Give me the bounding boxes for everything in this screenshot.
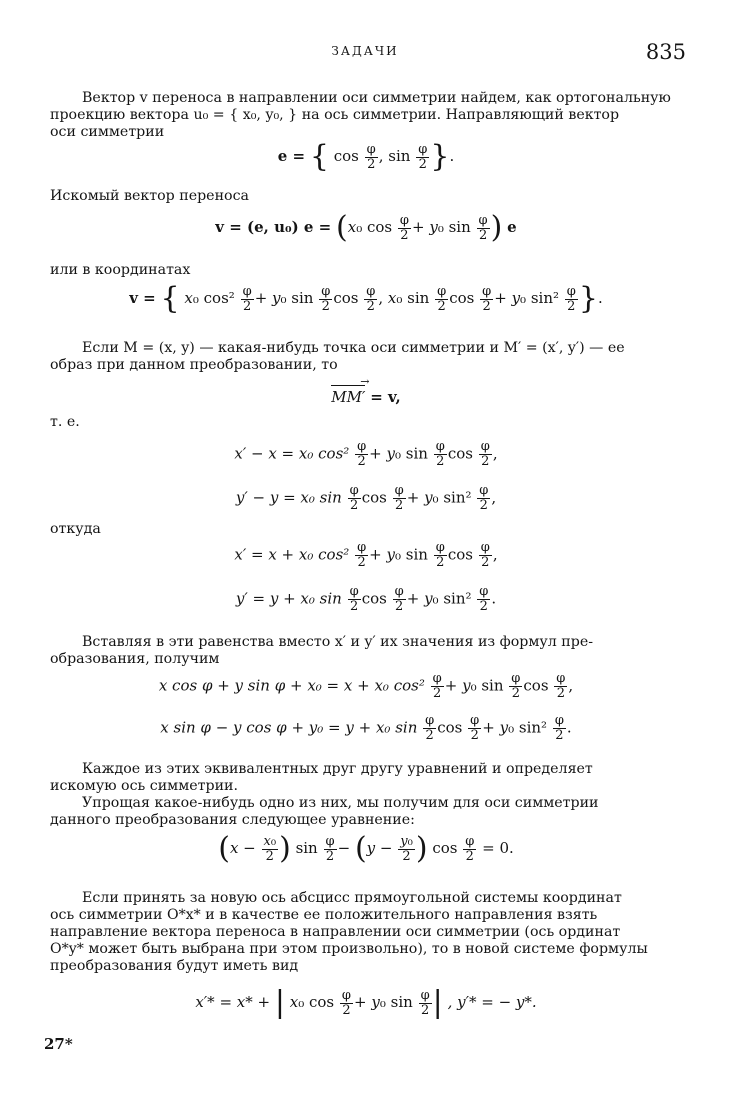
formula-lhs: x cos φ + y sin φ + x₀ = x + x₀ cos² <box>158 676 425 695</box>
formula-lhs: x′ − x = x₀ cos² <box>234 444 350 463</box>
formula-axis-eq-1: x cos φ + y sin φ + x₀ = x + x₀ cos² $\frac{\varphi}{2}$ + y₀ sin $\frac{\varphi}{2}$ cos $\frac{\varphi}{2}$ , <box>158 671 574 701</box>
formula-rhs: = 0. <box>482 839 514 857</box>
formula-y-difference: y′ − y = x₀ sin $\frac{\varphi}{2}$ cos $\frac{\varphi}{2}$ + y₀ sin² $\frac{\varphi}{2}$ , <box>235 483 497 513</box>
paragraph-point-image <box>50 340 682 374</box>
text-line: искомую ось симметрии. <box>50 778 238 794</box>
paragraph-sought-vector: Искомый вектор переноса <box>50 188 249 204</box>
paragraph-translation-vector <box>50 90 682 141</box>
formula-vector-coordinates: v = { x₀ cos² $\frac{\varphi}{2}$ + y₀ sin $\frac{\varphi}{2}$ cos $\frac{\varphi}{2}$ , x₀ sin $\frac{\varphi}{2}$ cos $\frac{\varphi}{2}$ + y₀ sin² $\frac{\varphi}{2}$ }. <box>129 281 603 316</box>
formula-final-transform: x′* = x* + | x₀ cos $\frac{\varphi}{2}$ + y₀ sin $\frac{\varphi}{2}$ | , y′* = − y*. <box>195 985 537 1020</box>
text-line: преобразования будут иметь вид <box>50 958 299 974</box>
text-line: O*y* может быть выбрана при этом произвольно), то в новой системе формулы <box>50 941 648 957</box>
paragraph-equivalent-equations <box>50 761 682 795</box>
formula-mm-vector <box>50 388 682 406</box>
text-line: Каждое из этих эквивалентных друг другу уравнений и определяет <box>82 761 593 777</box>
text-line: направление вектора переноса в направлении оси симметрии (ось ординат <box>50 924 621 940</box>
text-line: Вставляя в эти равенства вместо x′ и y′ их значения из формул пре- <box>82 634 594 650</box>
paragraph-in-coordinates: или в координатах <box>50 262 191 278</box>
formula-lhs: x′* = x* + <box>195 993 271 1011</box>
text-line: Если M = (x, y) — какая-нибудь точка оси симметрии и M′ = (x′, y′) — ее <box>82 340 625 356</box>
text-line: ось симметрии O*x* и в качестве ее положительного направления взять <box>50 907 598 923</box>
formula-direction-vector: e = { cos $\frac{\varphi}{2}$ , sin $\frac{\varphi}{2}$ }. <box>277 139 455 174</box>
formula-axis-eq-2: x sin φ − y cos φ + y₀ = y + x₀ sin $\frac{\varphi}{2}$ cos $\frac{\varphi}{2}$ + y₀ sin² $\frac{\varphi}{2}$ . <box>160 713 572 743</box>
formula-lhs: y′ = y + x₀ sin <box>235 589 342 608</box>
signature-mark: 27* <box>44 1035 73 1053</box>
formula-symmetry-axis: (x − $\frac{\text{x₀}}{2}$ ) sin $\frac{\varphi}{2}$ − (y − $\frac{\text{y₀}}{2}$ ) cos $\frac{\varphi}{2}$ = 0. <box>218 831 514 866</box>
text-line: проекцию вектора u₀ = { x₀, y₀, } на ось симметрии. Направляющий вектор <box>50 107 620 123</box>
formula-lhs: y′ − y = x₀ sin <box>235 488 342 507</box>
paragraph-substitution <box>50 634 682 668</box>
vector-mm: MM′ <box>331 388 366 406</box>
formula-rhs: = v, <box>370 388 401 406</box>
text-line: образования, получим <box>50 651 220 667</box>
formula-y-prime: y′ = y + x₀ sin $\frac{\varphi}{2}$ cos $\frac{\varphi}{2}$ + y₀ sin² $\frac{\varphi}{2}$ . <box>235 584 497 614</box>
text-line: Упрощая какое-нибудь одно из них, мы получим для оси симметрии <box>82 795 599 811</box>
text-line: Вектор v переноса в направлении оси симметрии найдем, как ортогональную <box>82 90 671 106</box>
text-line: данного преобразования следующее уравнение: <box>50 812 415 828</box>
formula-x-prime: x′ = x + x₀ cos² $\frac{\varphi}{2}$ + y₀ sin $\frac{\varphi}{2}$ cos $\frac{\varphi}{2}$ , <box>234 540 498 570</box>
formula-lhs: x′ = x + x₀ cos² <box>234 545 350 564</box>
formula-translation-vector: v = (e, u₀) e = (x₀ cos $\frac{\varphi}{2}$ + y₀ sin $\frac{\varphi}{2}$ ) e <box>215 210 517 245</box>
formula-rhs: , y′* = − y*. <box>447 993 537 1011</box>
paragraph-ie: т. е. <box>50 414 80 430</box>
paragraph-whence: откуда <box>50 521 101 537</box>
text-line: оси симметрии <box>50 124 165 140</box>
text-line: Если принять за новую ось абсцисс прямоугольной системы координат <box>82 890 622 906</box>
text-line: образ при данном преобразовании, то <box>50 357 338 373</box>
formula-x-difference: x′ − x = x₀ cos² $\frac{\varphi}{2}$ + y₀ sin $\frac{\varphi}{2}$ cos $\frac{\varphi}{2}$ , <box>234 439 498 469</box>
formula-lhs: e = <box>277 147 306 165</box>
formula-lhs: v = <box>129 289 156 307</box>
page-number: 835 <box>645 40 686 64</box>
paragraph-new-axes <box>50 890 682 975</box>
formula-lhs: x sin φ − y cos φ + y₀ = y + x₀ sin <box>160 718 418 737</box>
running-title: ЗАДАЧИ <box>331 44 399 58</box>
formula-lhs: v = (e, u₀) e = <box>215 218 332 236</box>
paragraph-simplifying <box>50 795 682 829</box>
